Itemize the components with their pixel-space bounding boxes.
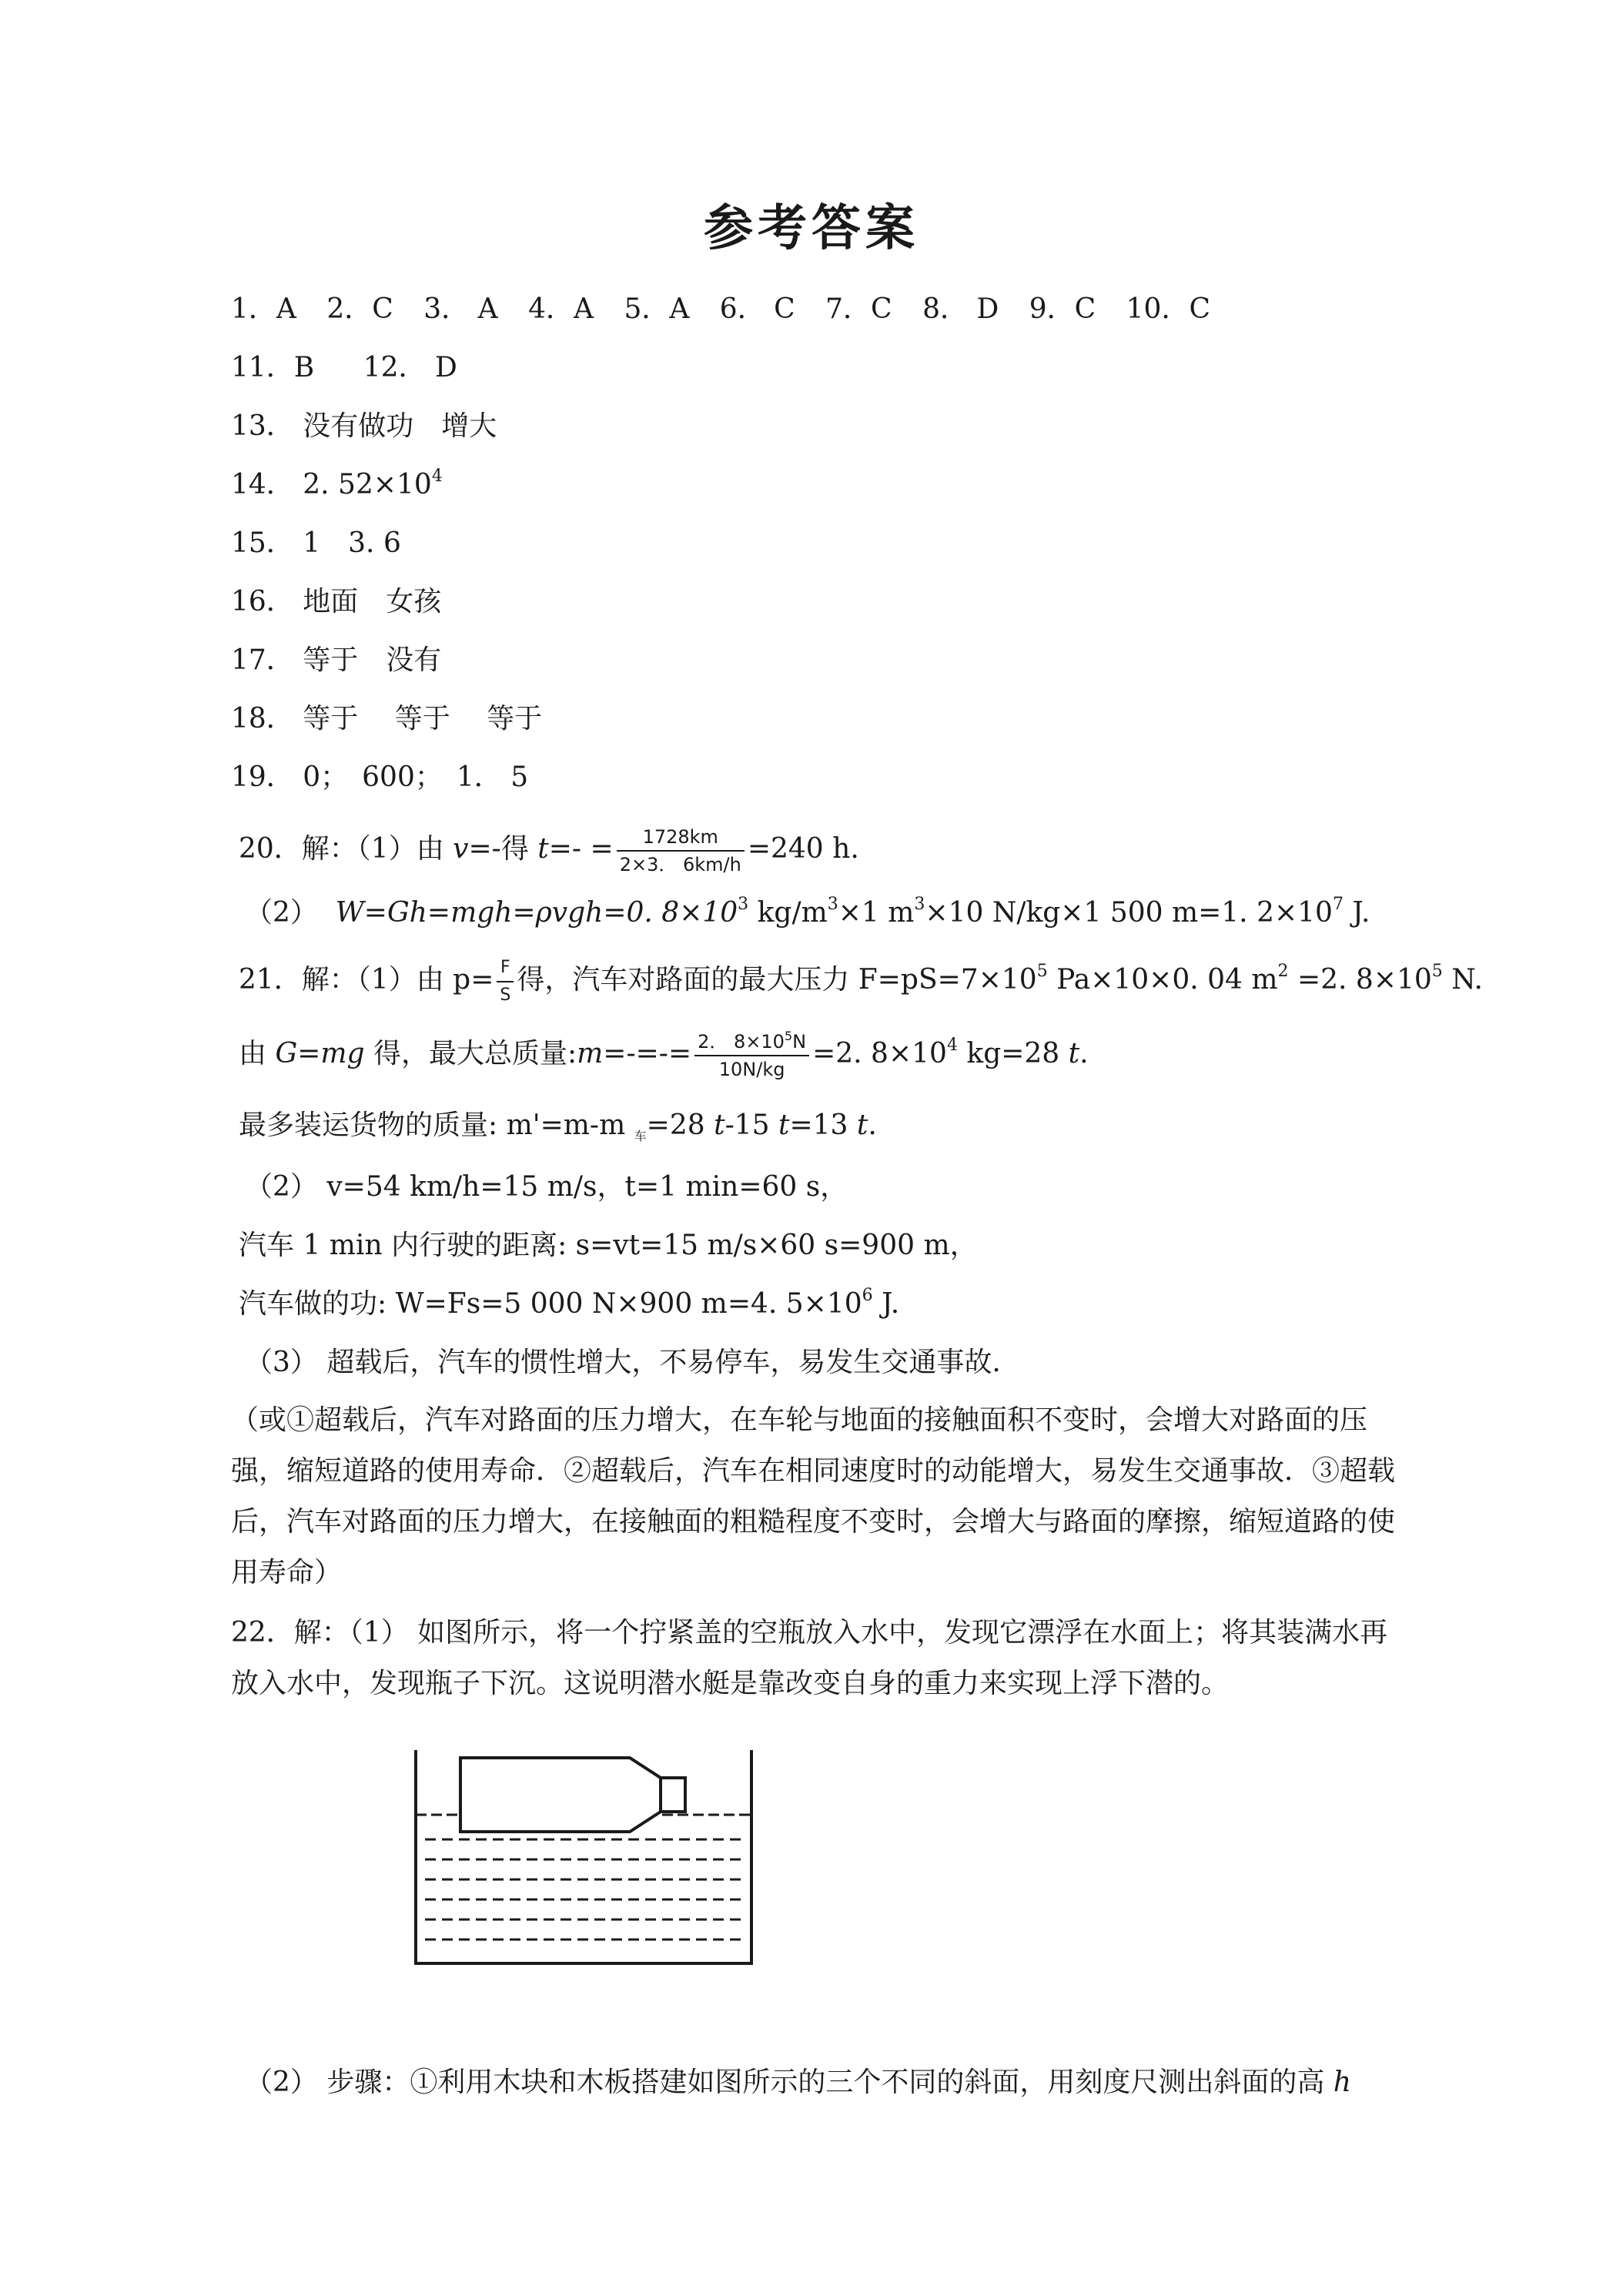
answer-19: 19． 0； 600； 1． 5 (231, 761, 529, 793)
answer-20-part-1: 20．解：（1）由 v=-得 t=- = $\frac{1728km}{2\times 3. 6km/h}$ =240 h. (239, 826, 859, 875)
answer-21-cargo: 最多装运货物的质量: m'=m-m $_车$=28 t-15 t=13 t. (239, 1110, 877, 1143)
answer-16: 16． 地面 女孩 (231, 586, 442, 618)
answer-2: 2．C (326, 293, 393, 325)
answer-14 (231, 467, 443, 500)
answer-17: 17． 等于 没有 (231, 644, 442, 676)
page-title: 参考答案 (704, 200, 919, 257)
answer-13: 13． 没有做功 增大 (231, 410, 497, 442)
submarine-bottle-diagram (414, 1744, 753, 1967)
answer-7: 7．C (825, 293, 892, 325)
answer-22-part-2: （2） 步骤：①利用木块和木板搭建如图所示的三个不同的斜面，用刻度尺测出斜面的高 h (245, 2067, 1351, 2098)
answer-6: 6． C (719, 293, 795, 325)
answer-21-part-2-work: 汽车做的功: W=Fs=5 000 N×900 m=4. $5\times 10^6$ J. (239, 1286, 900, 1320)
answer-14-exponent: 4 (431, 467, 443, 486)
answer-21-part-1: 21．解：（1）由 p= $\frac{F}{S}$ 得，汽车对路面的最大压力 $F=pS=7\times 10^5$ Pa×10×0. 04 $m^2 =2$. $8\times 10^5$ N. (239, 958, 1483, 1005)
answer-21-part-2-speed: （2） v=54 km/h=15 m/s，t=1 min=60 s， (245, 1171, 848, 1203)
answer-21-alternatives: （或①超载后，汽车对路面的压力增大，在车轮与地面的接触面积不变时，会增大对路面的压强，缩短道路的使用寿命．②超载后，汽车在相同速度时的动能增大，易发生交通事故．③超载后，汽车对路面的压力增大，在接触面的粗糙程度不变时，会增大与路面的摩擦，缩短道路的使用寿命） (231, 1404, 1396, 1588)
answer-10: 10．C (1126, 293, 1210, 325)
answer-8: 8． D (922, 293, 999, 325)
answer-3: 3． A (423, 293, 498, 325)
time-fraction: $\frac{1728km}{2\times 3. 6km/h}$ (617, 827, 745, 875)
answer-14-number: 14． (231, 469, 294, 500)
mc-answers-row-2 (231, 353, 457, 383)
answer-1: 1．A (231, 293, 296, 325)
answer-20-part-2: （2） W=Gh=mgh=ρvgh=0. $8\times 10^3$ $kg/m^3\times 1$ $m^3\times 10$ N/kg×1 500 m=1. $2\times 10^7$ J. (245, 895, 1370, 929)
answer-14-value: 2. 52×10 (303, 469, 432, 500)
mc-answers-row-1 (231, 294, 1210, 325)
mass-fraction: $\frac{2. 8\times 10^5N}{10N/kg}$ (694, 1032, 809, 1079)
answer-11: 11．B (231, 352, 315, 383)
water-body (425, 1839, 745, 1940)
answer-21-part-2-distance: 汽车 1 min 内行驶的距离: s=vt=15 m/s×60 s=900 m， (239, 1230, 978, 1261)
answer-4: 4．A (528, 293, 594, 325)
answer-21-mass: 由 G=mg 得，最大总质量:m=-=-= $\frac{2. 8\times 10^5N}{10N/kg}$ =2. $8\times 10^4$ kg=28 t. (239, 1029, 1089, 1080)
answer-18: 18． 等于 等于 等于 (231, 703, 543, 735)
answer-15: 15． 1 3. 6 (231, 527, 401, 559)
pressure-fraction: $\frac{F}{S}$ (497, 958, 514, 1006)
answer-5: 5．A (624, 293, 690, 325)
bottle-icon (460, 1758, 685, 1832)
answer-9: 9．C (1029, 293, 1096, 325)
answer-12: 12． D (363, 352, 457, 383)
answer-21-part-3: （3） 超载后，汽车的惯性增大，不易停车，易发生交通事故. (245, 1347, 1001, 1378)
answer-22-part-1: 22．解：（1） 如图所示，将一个拧紧盖的空瓶放入水中，发现它漂浮在水面上；将其装满水再放入水中，发现瓶子下沉。这说明潜水艇是靠改变自身的重力来实现上浮下潜的。 (231, 1617, 1388, 1699)
